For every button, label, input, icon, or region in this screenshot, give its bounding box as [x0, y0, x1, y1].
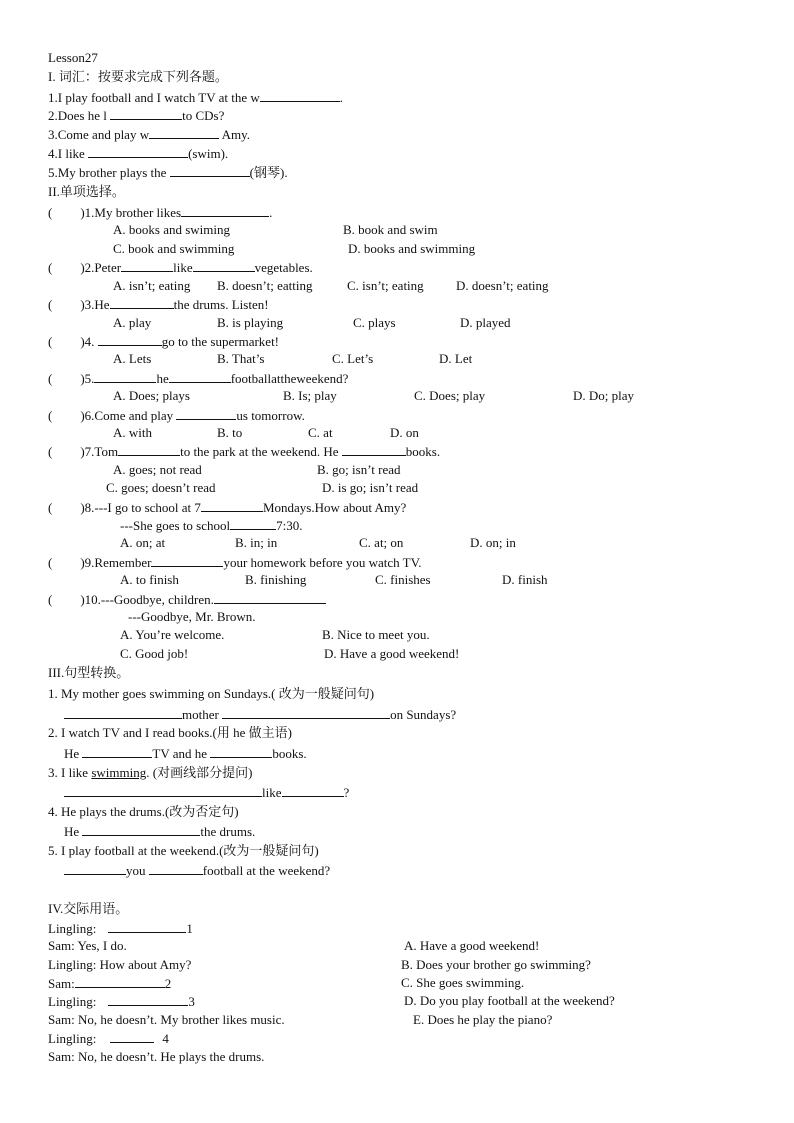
transform-question-4: 4. He plays the drums.(改为否定句): [48, 804, 239, 819]
mc-question-9: ( )9.Remember your homework before you watch TV.: [48, 555, 422, 570]
answer-blank[interactable]: [75, 975, 165, 988]
mc-option[interactable]: D. Have a good weekend!: [324, 646, 460, 661]
mc-option[interactable]: A. play: [113, 315, 152, 330]
mc-question-8: ( )8.---I go to school at 7 Mondays.How about Amy?: [48, 500, 407, 515]
mc-question-2: ( )2.Peter like vegetables.: [48, 260, 313, 275]
mc-option[interactable]: B. book and swim: [343, 222, 438, 237]
answer-blank[interactable]: [169, 370, 231, 383]
answer-blank[interactable]: [230, 517, 276, 530]
vocab-question-4: 4.I like (swim).: [48, 146, 229, 161]
answer-blank[interactable]: [149, 862, 203, 875]
mc-option[interactable]: B. finishing: [245, 572, 307, 587]
section-4-heading: IV.交际用语。: [48, 901, 129, 916]
answer-blank[interactable]: [110, 1030, 154, 1043]
transform-answer-2: He TV and he books.: [64, 746, 307, 761]
answer-blank[interactable]: [222, 706, 390, 719]
answer-blank[interactable]: [201, 499, 263, 512]
mc-option[interactable]: C. isn’t; eating: [347, 278, 424, 293]
section-2-heading: II.单项选择。: [48, 184, 125, 199]
mc-option[interactable]: C. at; on: [359, 535, 404, 550]
answer-blank[interactable]: [110, 107, 182, 120]
mc-option[interactable]: A. books and swiming: [113, 222, 230, 237]
answer-blank[interactable]: [108, 920, 186, 933]
dialogue-option-d[interactable]: D. Do you play football at the weekend?: [404, 993, 615, 1008]
mc-option[interactable]: C. plays: [353, 315, 396, 330]
dialogue-line-8: Sam: No, he doesn’t. He plays the drums.: [48, 1049, 265, 1064]
mc-option[interactable]: D. is go; isn’t read: [322, 480, 419, 495]
mc-option[interactable]: B. to: [217, 425, 243, 440]
transform-answer-1: mother on Sundays?: [64, 706, 456, 723]
mc-question-10: ( )10.---Goodbye, children.: [48, 591, 326, 608]
mc-option[interactable]: B. Is; play: [283, 388, 337, 403]
mc-option[interactable]: B. doesn’t; eatting: [217, 278, 313, 293]
answer-blank[interactable]: [88, 145, 188, 158]
mc-option[interactable]: C. finishes: [375, 572, 431, 587]
answer-blank[interactable]: [98, 333, 162, 346]
mc-option[interactable]: D. doesn’t; eating: [456, 278, 549, 293]
transform-question-2: 2. I watch TV and I read books.(用 he 做主语): [48, 725, 292, 740]
answer-blank[interactable]: [64, 706, 182, 719]
answer-blank[interactable]: [193, 259, 255, 272]
mc-question-7: ( )7.Tom to the park at the weekend. He books.: [48, 444, 441, 459]
answer-blank[interactable]: [176, 407, 236, 420]
mc-option[interactable]: B. in; in: [235, 535, 278, 550]
dialogue-line-4: Sam: 2: [48, 976, 172, 991]
mc-option[interactable]: B. is playing: [217, 315, 284, 330]
answer-blank[interactable]: [110, 296, 174, 309]
mc-question-4: ( )4. go to the supermarket!: [48, 334, 280, 349]
mc-option[interactable]: D. on: [390, 425, 419, 440]
mc-option[interactable]: D. played: [460, 315, 511, 330]
answer-blank[interactable]: [149, 126, 219, 139]
answer-blank[interactable]: [82, 745, 152, 758]
mc-option[interactable]: A. to finish: [120, 572, 179, 587]
transform-answer-4: He the drums.: [64, 824, 256, 839]
mc-option[interactable]: B. Nice to meet you.: [322, 627, 430, 642]
mc-option[interactable]: D. Let: [439, 351, 473, 366]
transform-answer-5: you football at the weekend?: [64, 862, 330, 879]
answer-blank[interactable]: [121, 259, 173, 272]
mc-option[interactable]: A. You’re welcome.: [120, 627, 225, 642]
answer-blank[interactable]: [282, 784, 344, 797]
dialogue-line-2: Sam: Yes, I do.: [48, 938, 127, 953]
mc-option[interactable]: A. on; at: [120, 535, 166, 550]
mc-question-3: ( )3.He the drums. Listen!: [48, 297, 269, 312]
vocab-question-1: 1.I play football and I watch TV at the w .: [48, 90, 344, 105]
answer-blank[interactable]: [94, 370, 156, 383]
mc-option[interactable]: A. with: [113, 425, 152, 440]
dialogue-line-7: Lingling: 4: [48, 1031, 169, 1046]
mc-option[interactable]: D. Do; play: [573, 388, 635, 403]
mc-option[interactable]: A. Lets: [113, 351, 152, 366]
mc-option[interactable]: A. goes; not read: [113, 462, 202, 477]
mc-option[interactable]: D. finish: [502, 572, 548, 587]
dialogue-line-3: Lingling: How about Amy?: [48, 957, 192, 972]
answer-blank[interactable]: [170, 164, 250, 177]
mc-option[interactable]: D. books and swimming: [348, 241, 476, 256]
answer-blank[interactable]: [214, 591, 326, 604]
dialogue-option-a[interactable]: A. Have a good weekend!: [404, 938, 540, 953]
vocab-question-3: 3.Come and play w Amy.: [48, 127, 251, 142]
answer-blank[interactable]: [82, 823, 200, 836]
mc-question-1: ( )1.My brother likes .: [48, 205, 273, 220]
answer-blank[interactable]: [210, 745, 272, 758]
vocab-question-5: 5.My brother plays the (钢琴).: [48, 165, 288, 180]
mc-option[interactable]: A. isn’t; eating: [113, 278, 191, 293]
section-1-heading: I. 词汇：按要求完成下列各题。: [48, 69, 228, 84]
mc-option[interactable]: C. book and swimming: [113, 241, 235, 256]
transform-question-1: 1. My mother goes swimming on Sundays.( 改为一般疑问句): [48, 686, 375, 701]
mc-option[interactable]: C. at: [308, 425, 333, 440]
mc-option[interactable]: D. on; in: [470, 535, 516, 550]
answer-blank[interactable]: [64, 784, 262, 797]
transform-answer-3: like ?: [64, 784, 349, 801]
mc-question-10-reply: ---Goodbye, Mr. Brown.: [128, 609, 256, 624]
dialogue-option-b[interactable]: B. Does your brother go swimming?: [401, 957, 591, 972]
dialogue-line-6: Sam: No, he doesn’t. My brother likes music.: [48, 1012, 285, 1027]
answer-blank[interactable]: [108, 993, 188, 1006]
dialogue-line-1: Lingling: 1: [48, 921, 193, 936]
lesson-title: Lesson27: [48, 50, 98, 65]
answer-blank[interactable]: [342, 443, 406, 456]
mc-question-8-reply: ---She goes to school 7:30.: [120, 518, 303, 533]
transform-question-5: 5. I play football at the weekend.(改为一般疑问句): [48, 843, 319, 858]
mc-option[interactable]: B. That’s: [217, 351, 265, 366]
answer-blank[interactable]: [260, 89, 340, 102]
mc-option[interactable]: B. go; isn’t read: [317, 462, 401, 477]
dialogue-option-c[interactable]: C. She goes swimming.: [401, 975, 525, 990]
mc-question-5: ( )5. he footballattheweekend?: [48, 371, 349, 386]
answer-blank[interactable]: [151, 554, 223, 567]
transform-question-3: 3. I like swimming. (对画线部分提问): [48, 765, 253, 780]
mc-option[interactable]: C. goes; doesn’t read: [106, 480, 216, 495]
answer-blank[interactable]: [118, 443, 180, 456]
dialogue-option-e[interactable]: E. Does he play the piano?: [413, 1012, 553, 1027]
mc-option[interactable]: C. Good job!: [120, 646, 189, 661]
dialogue-line-5: Lingling: 3: [48, 994, 195, 1009]
vocab-question-2: 2.Does he l to CDs?: [48, 108, 225, 123]
mc-option[interactable]: C. Does; play: [414, 388, 486, 403]
section-3-heading: III.句型转换。: [48, 665, 130, 680]
answer-blank[interactable]: [64, 862, 126, 875]
mc-option[interactable]: A. Does; plays: [113, 388, 190, 403]
answer-blank[interactable]: [181, 204, 269, 217]
mc-option[interactable]: C. Let’s: [332, 351, 374, 366]
mc-question-6: ( )6.Come and play us tomorrow.: [48, 408, 305, 423]
